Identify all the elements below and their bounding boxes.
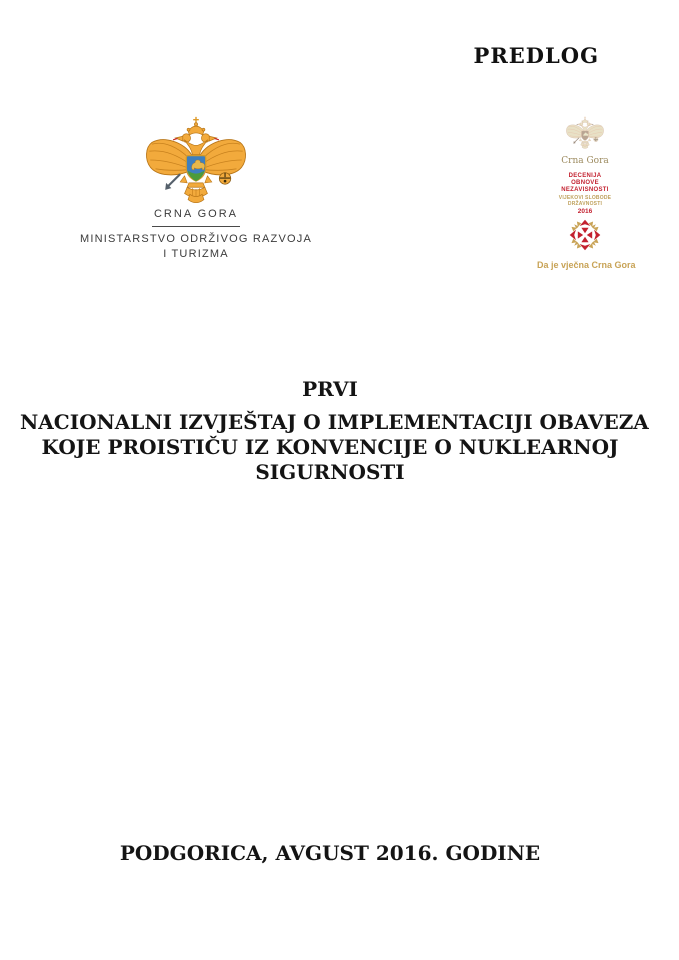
issuer-block	[76, 116, 316, 262]
independence-decade-star-icon	[566, 217, 604, 253]
anniversary-year: 2016	[577, 208, 593, 215]
anniversary-gold-line-2: DRŽAVNOSTI	[567, 201, 603, 207]
montenegro-coat-of-arms-gold-icon	[565, 116, 605, 149]
title-block	[20, 377, 649, 485]
anniversary-red-line-1: DECENIJA	[568, 173, 602, 179]
title-line-3: SIGURNOSTI	[255, 460, 405, 484]
place-date-line: PODGORICA, AVGUST 2016. GODINE	[119, 841, 541, 865]
anniversary-gold-text	[537, 195, 633, 207]
anniversary-red-line-3: NEZAVISNOSTI	[561, 187, 609, 193]
anniversary-red-text	[537, 173, 633, 194]
anniversary-red-line-2: OBNOVE	[571, 180, 599, 186]
title-line-2: KOJE PROISTIČU IZ KONVENCIJE O NUKLEARNOJ	[41, 435, 619, 459]
montenegro-coat-of-arms-icon	[143, 116, 249, 204]
anniversary-logo	[537, 116, 636, 270]
anniversary-slogan: Da je vječna Crna Gora	[537, 260, 636, 270]
issuer-country: CRNA GORA	[153, 208, 238, 220]
ministry-name-line-2: I TURIZMA	[163, 248, 229, 260]
title-line-1: NACIONALNI IZVJEŠTAJ O IMPLEMENTACIJI OBAVEZA	[20, 410, 649, 434]
ministry-name-line-1: MINISTARSTVO ODRŽIVOG RAZVOJA	[80, 233, 312, 245]
anniversary-country: Crna Gora	[561, 156, 609, 166]
anniversary-gold-line-1: VIJEKOVI SLOBODE	[558, 195, 612, 201]
draft-stamp: PREDLOG	[473, 43, 599, 68]
issuer-divider	[152, 226, 240, 227]
title-ordinal: PRVI	[302, 377, 358, 401]
